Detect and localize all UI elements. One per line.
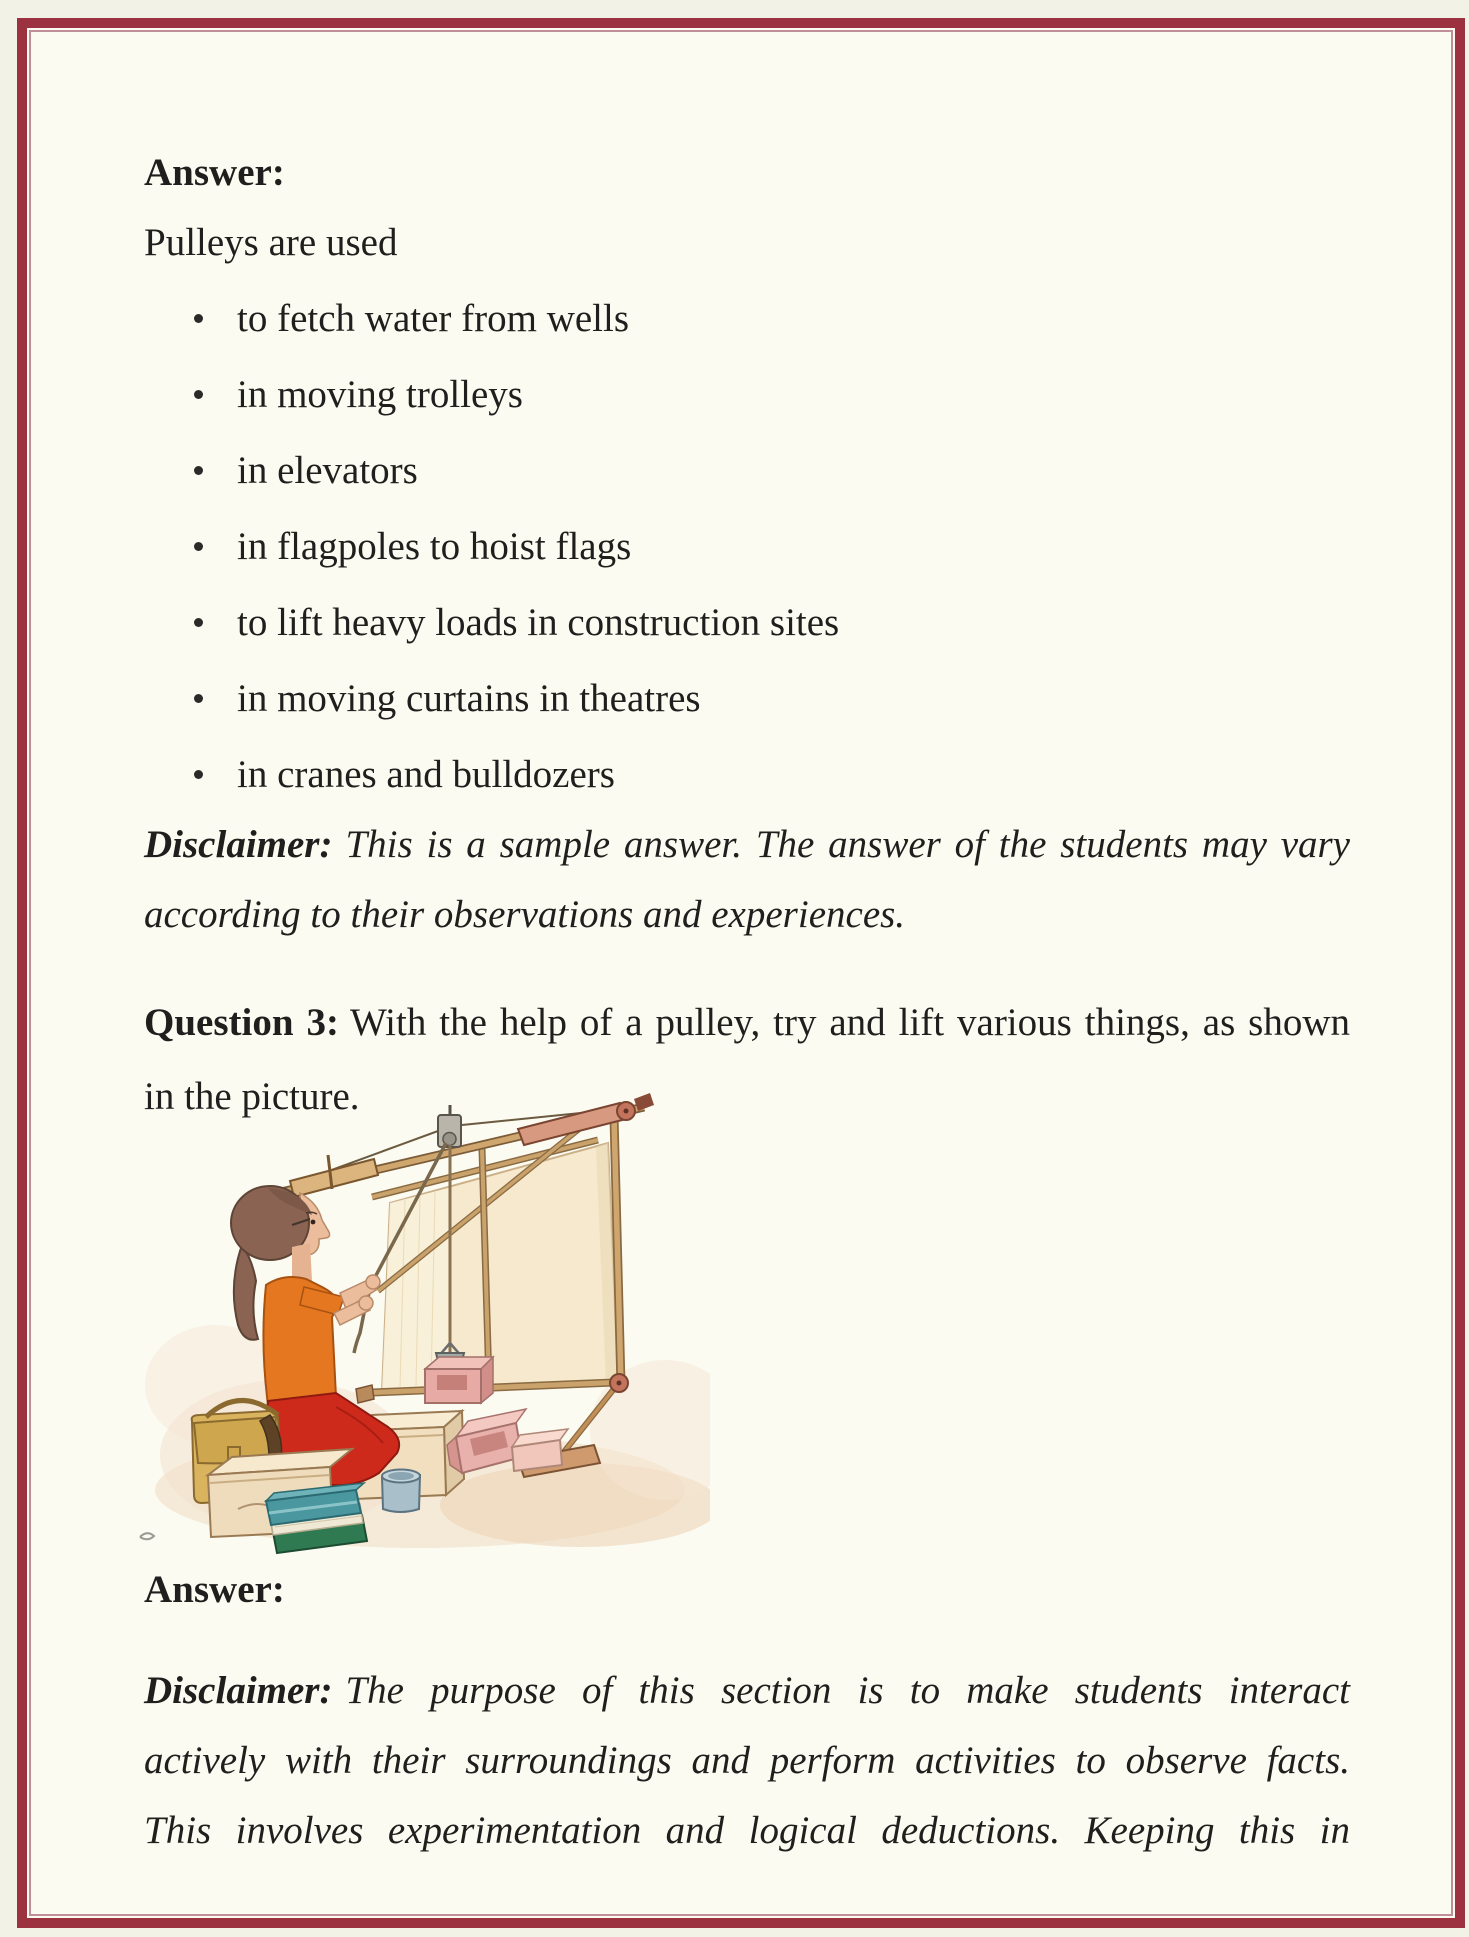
stray-mark	[140, 1533, 154, 1539]
list-item	[144, 296, 1244, 372]
pulley-illustration	[120, 1085, 710, 1565]
bullet-text: to lift heavy loads in construction sites	[237, 601, 840, 644]
disclaimer-1	[144, 810, 1350, 950]
disclaimer-line: This involves experimentation and logical deductions. Keeping this in	[144, 1809, 1350, 1852]
bullet-text: to fetch water from wells	[237, 297, 630, 340]
disclaimer-label: Disclaimer:	[144, 823, 333, 866]
disclaimer-label: Disclaimer:	[144, 1669, 333, 1712]
question-label: Question 3:	[144, 1001, 339, 1044]
bullet-text: in elevators	[237, 449, 418, 492]
pulley-block	[438, 1105, 461, 1147]
disclaimer-2	[144, 1656, 1350, 1866]
answer-heading-1: Answer:	[144, 151, 285, 194]
bullet-dot-icon	[194, 618, 203, 627]
list-item	[144, 448, 1244, 524]
list-item	[144, 676, 1244, 752]
question-text: With the help of a pulley, try and lift various things, as shown	[349, 1001, 1350, 1044]
figure-pulley-activity	[120, 1085, 710, 1565]
bullet-dot-icon	[194, 390, 203, 399]
disclaimer-line: This is a sample answer. The answer of the students may vary	[345, 823, 1350, 866]
answer-heading-2: Answer:	[144, 1568, 285, 1611]
disclaimer-line: according to their observations and experiences.	[144, 893, 906, 936]
cloth-screen	[382, 1143, 618, 1391]
list-item	[144, 524, 1244, 600]
bullet-list	[144, 296, 1244, 828]
bullet-text: in moving trolleys	[237, 373, 523, 416]
bullet-text: in flagpoles to hoist flags	[237, 525, 632, 568]
list-item	[144, 600, 1244, 676]
bullet-dot-icon	[194, 694, 203, 703]
pulleys-intro: Pulleys are used	[144, 221, 398, 264]
list-item	[144, 372, 1244, 448]
disclaimer-line: actively with their surroundings and perform activities to observe facts.	[144, 1739, 1350, 1782]
disclaimer-line: The purpose of this section is to make students interact	[345, 1669, 1350, 1712]
bullet-text: in cranes and bulldozers	[237, 753, 615, 796]
bullet-dot-icon	[194, 314, 203, 323]
question-text: in the picture.	[144, 1075, 360, 1118]
bullet-dot-icon	[194, 542, 203, 551]
books-stack	[266, 1483, 367, 1553]
bullet-dot-icon	[194, 770, 203, 779]
cup	[382, 1470, 420, 1513]
bullet-text: in moving curtains in theatres	[237, 677, 701, 720]
bullet-dot-icon	[194, 466, 203, 475]
